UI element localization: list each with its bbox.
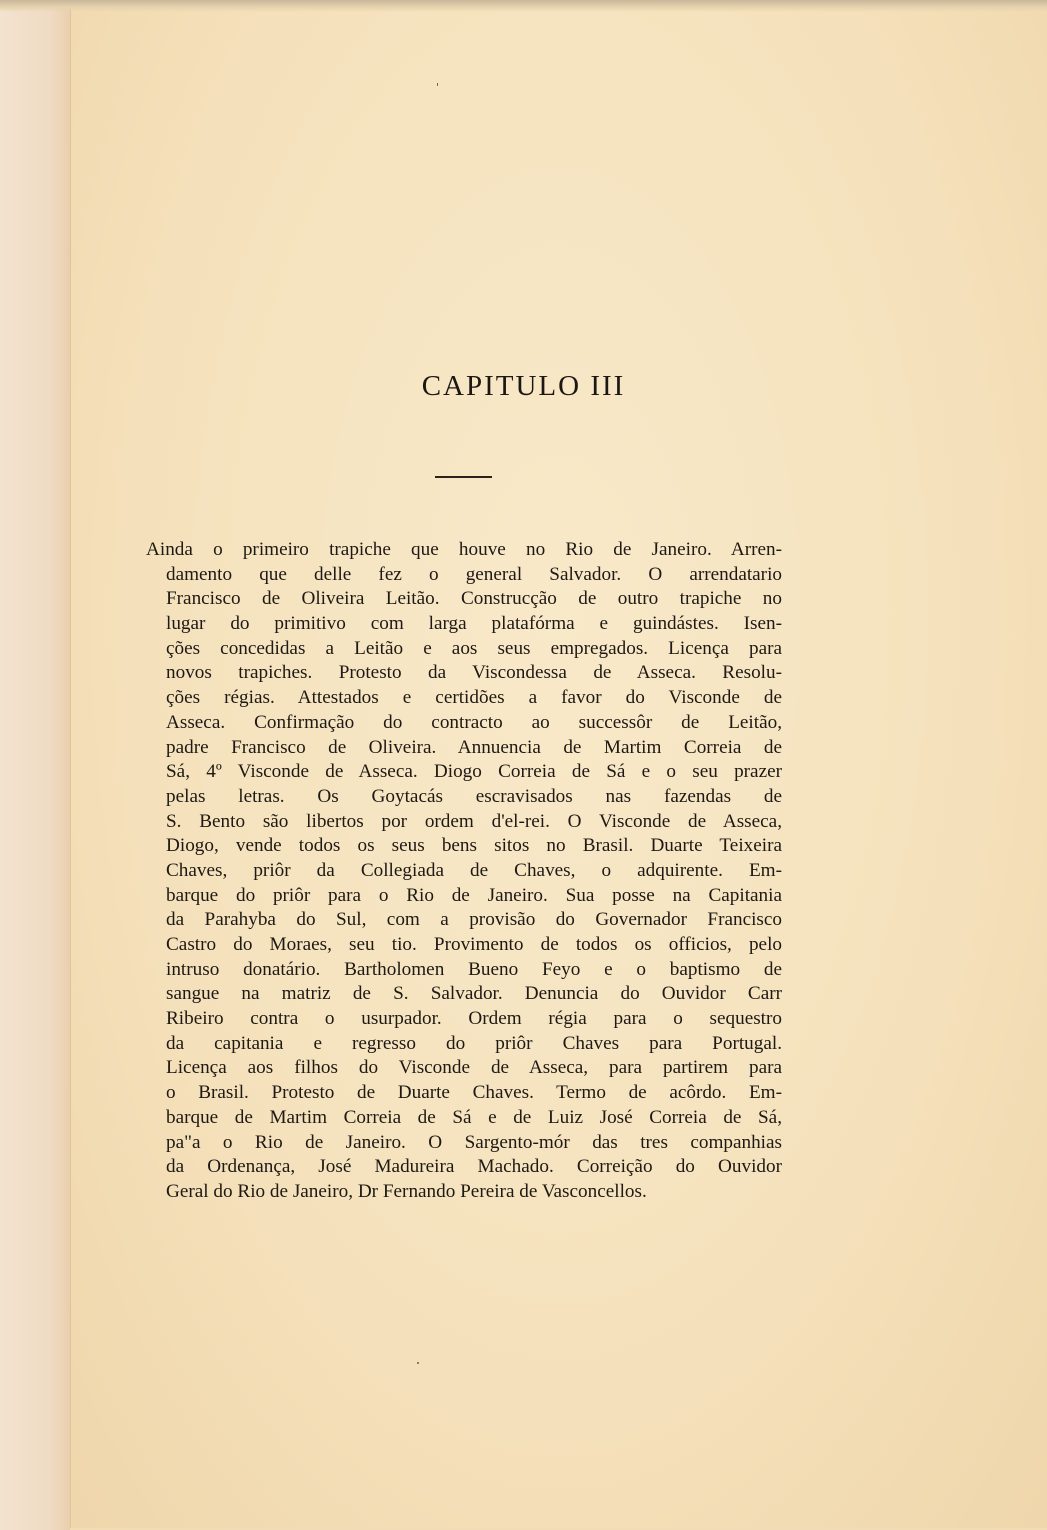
summary-line: damento que delle fez o general Salvador. O arrendatario (166, 563, 782, 585)
summary-line: padre Francisco de Oliveira. Annuencia de Martim Correia de (166, 736, 782, 758)
summary-line: Ainda o primeiro trapiche que houve no Rio de Janeiro. Arren- (146, 539, 782, 560)
title-divider (435, 476, 492, 478)
summary-line: novos trapiches. Protesto da Viscondessa de Asseca. Resolu- (166, 662, 782, 684)
chapter-title: CAPITULO III (421, 370, 626, 402)
summary-line: Diogo, vende todos os seus bens sitos no Brasil. Duarte Teixeira (166, 835, 782, 857)
binding-strip (0, 0, 70, 1530)
summary-line: Licença aos filhos do Visconde de Asseca, para partirem para (166, 1057, 782, 1079)
summary-line: intruso donatário. Bartholomen Bueno Feyo e o baptismo de (166, 958, 782, 980)
summary-line: lugar do primitivo com larga platafórma e guindástes. Isen- (166, 613, 782, 635)
chapter-summary (146, 538, 782, 1205)
summary-line: Sá, 4º Visconde de Asseca. Diogo Correia de Sá e o seu prazer (166, 761, 782, 783)
summary-line: Chaves, priôr da Collegiada de Chaves, o adquirente. Em- (166, 859, 782, 881)
summary-line: Geral do Rio de Janeiro, Dr Fernando Pereira de Vasconcellos. (166, 1180, 647, 1202)
summary-line: S. Bento são libertos por ordem d'el-rei. O Visconde de Asseca, (166, 810, 782, 832)
summary-line: sangue na matriz de S. Salvador. Denuncia do Ouvidor Carr (166, 983, 782, 1005)
summary-line: Asseca. Confirmação do contracto ao successôr de Leitão, (166, 711, 782, 733)
summary-line: Ribeiro contra o usurpador. Ordem régia para o sequestro (166, 1008, 782, 1030)
summary-line: da capitania e regresso do priôr Chaves para Portugal. (166, 1032, 782, 1054)
summary-line: da Parahyba do Sul, com a provisão do Governador Francisco (166, 909, 782, 931)
paper-speck (437, 83, 438, 86)
summary-line: Francisco de Oliveira Leitão. Construcção de outro trapiche no (166, 588, 782, 610)
summary-line: ções régias. Attestados e certidões a favor do Visconde de (166, 687, 782, 709)
page-top-edge (0, 0, 1047, 12)
summary-line: barque do priôr para o Rio de Janeiro. Sua posse na Capitania (166, 884, 782, 906)
summary-line: da Ordenança, José Madureira Machado. Correição do Ouvidor (166, 1156, 782, 1178)
summary-line: Castro do Moraes, seu tio. Provimento de todos os officios, pelo (166, 934, 782, 955)
summary-line: pelas letras. Os Goytacás escravisados nas fazendas de (166, 785, 782, 807)
summary-line: barque de Martim Correia de Sá e de Luiz José Correia de Sá, (166, 1106, 782, 1128)
summary-line: pa"a o Rio de Janeiro. O Sargento-mór das tres companhias (166, 1131, 782, 1153)
paper-speck (417, 1362, 419, 1364)
summary-line: ções concedidas a Leitão e aos seus empregados. Licença para (166, 637, 782, 659)
summary-line: o Brasil. Protesto de Duarte Chaves. Termo de acôrdo. Em- (166, 1082, 782, 1104)
